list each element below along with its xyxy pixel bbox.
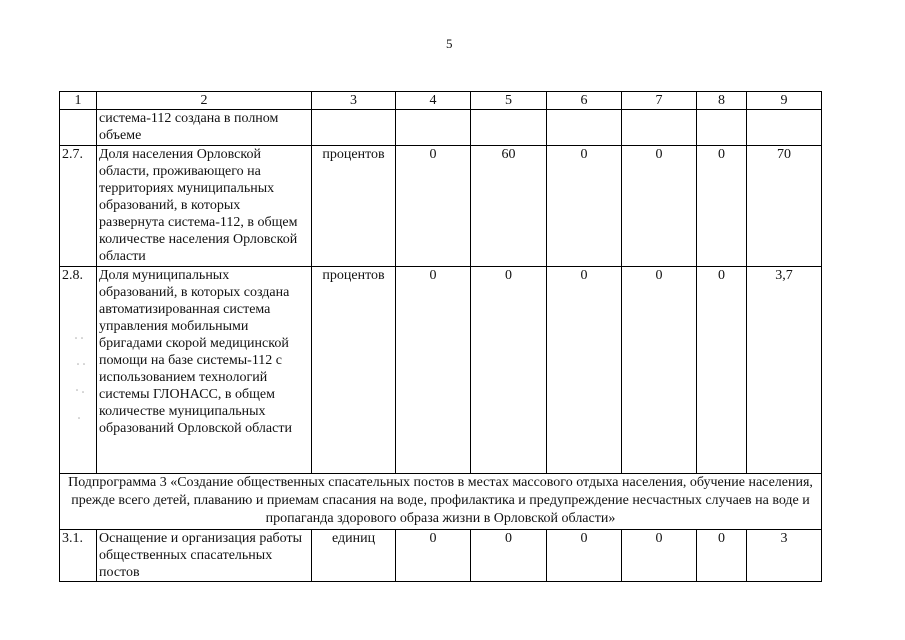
column-header: 9 [747, 92, 822, 110]
value-cell: 0 [697, 146, 747, 267]
value-cell [622, 110, 697, 146]
value-cell: 3,7 [747, 267, 822, 474]
scan-dots-icon [72, 330, 92, 430]
table-row [60, 110, 822, 146]
indicator-description: система-112 создана в полном объеме [97, 110, 312, 146]
column-header: 3 [312, 92, 396, 110]
table-header-row [60, 92, 822, 110]
value-cell [547, 110, 622, 146]
row-number: 2.8. [60, 267, 97, 474]
subprogram-title: Подпрограмма 3 «Создание общественных спасательных постов в местах массового отдыха населения, обучение населения, прежде всего детей, плаванию и приемам спасания на воде, профилактика и предупреждение несчастных случаев на воде и пропаганда здорового образа жизни в Орловской области» [60, 474, 822, 530]
unit-cell [312, 110, 396, 146]
value-cell: 0 [622, 146, 697, 267]
value-cell [471, 110, 547, 146]
indicator-description: Доля муниципальных образований, в которых создана автоматизированная система управления мобильными бригадами скорой медицинской помощи на базе системы-112 с использованием технологий системы ГЛОНАСС, в общем количестве муниципальных образований Орловской области [97, 267, 312, 474]
scan-artifact-marks [72, 330, 92, 438]
value-cell: 3 [747, 530, 822, 582]
column-header: 7 [622, 92, 697, 110]
column-header: 8 [697, 92, 747, 110]
column-header: 1 [60, 92, 97, 110]
table-row [60, 530, 822, 582]
value-cell: 60 [471, 146, 547, 267]
value-cell [747, 110, 822, 146]
value-cell: 0 [697, 530, 747, 582]
value-cell: 0 [396, 146, 471, 267]
column-header: 6 [547, 92, 622, 110]
value-cell: 0 [622, 530, 697, 582]
unit-cell: процентов [312, 267, 396, 474]
value-cell: 0 [471, 267, 547, 474]
value-cell: 0 [547, 146, 622, 267]
indicator-description: Оснащение и организация работы общественных спасательных постов [97, 530, 312, 582]
indicator-description: Доля населения Орловской области, проживающего на территориях муниципальных образований, в которых развернута система-112, в общем количестве населения Орловской области [97, 146, 312, 267]
page-number: 5 [446, 36, 453, 51]
subprogram-row [60, 474, 822, 530]
column-header: 5 [471, 92, 547, 110]
table-row [60, 267, 822, 474]
row-number [60, 110, 97, 146]
value-cell: 0 [396, 530, 471, 582]
value-cell: 0 [697, 267, 747, 474]
value-cell [396, 110, 471, 146]
value-cell: 0 [471, 530, 547, 582]
column-header: 2 [97, 92, 312, 110]
value-cell: 0 [396, 267, 471, 474]
value-cell: 0 [547, 530, 622, 582]
column-header: 4 [396, 92, 471, 110]
indicators-table [59, 91, 822, 582]
value-cell: 0 [547, 267, 622, 474]
value-cell: 70 [747, 146, 822, 267]
unit-cell: единиц [312, 530, 396, 582]
row-number: 2.7. [60, 146, 97, 267]
row-number: 3.1. [60, 530, 97, 582]
unit-cell: процентов [312, 146, 396, 267]
value-cell [697, 110, 747, 146]
table-row [60, 146, 822, 267]
value-cell: 0 [622, 267, 697, 474]
